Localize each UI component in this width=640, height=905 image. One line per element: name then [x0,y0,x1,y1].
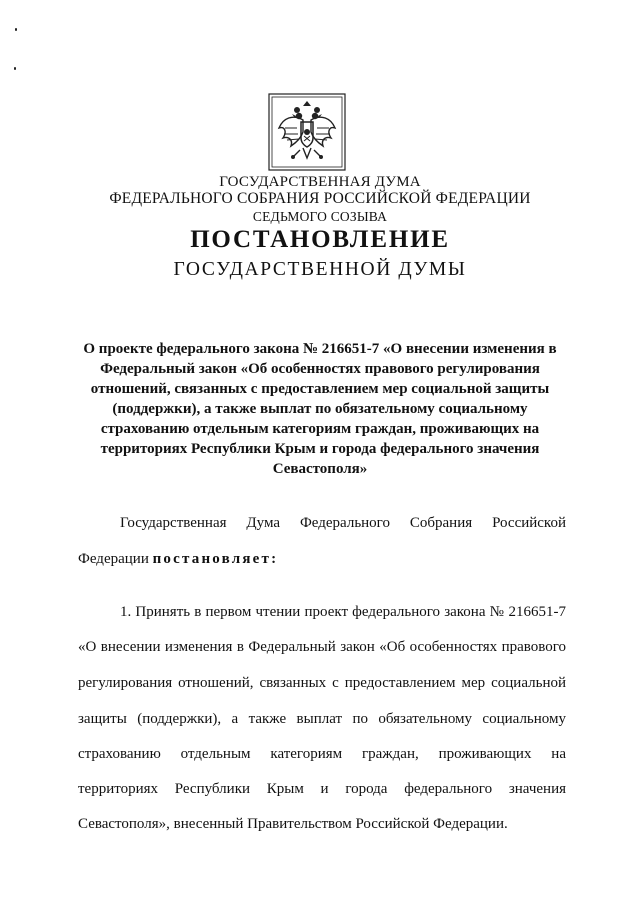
preamble-text: Федерации [78,551,153,567]
document-subject [60,339,580,479]
subject-line: Севастополя» [272,461,368,477]
scan-speck [14,67,16,70]
item-1-line: 1. Принять в первом чтении проект федерального закона № 216651-7 [120,604,566,620]
item-1-line: защиты (поддержки), а также выплат по обязательному социальному [78,711,566,727]
subject-line: территориях Республики Крым и города федерального значения [100,441,540,457]
org-name-line-2: ФЕДЕРАЛЬНОГО СОБРАНИЯ РОССИЙСКОЙ ФЕДЕРАЦИИ [109,190,531,207]
scan-speck [15,28,17,31]
subject-line: (поддержки), а также выплат по обязательному социальному [112,401,528,417]
subject-line: О проекте федерального закона № 216651-7 «О внесении изменения в [83,341,557,357]
item-1-line: Севастополя», внесенный Правительством Российской Федерации. [78,816,508,832]
subject-line: Федеральный закон «Об особенностях правового регулирования [100,361,540,377]
subject-line: страхованию отдельным категориям граждан, проживающих на [100,421,540,437]
subject-line: отношений, связанных с предоставлением мер социальной защиты [90,381,550,397]
resolves-word: постановляет: [152,551,279,567]
item-1-line: территориях Республики Крым и города федерального значения [78,781,566,797]
org-name-line-1: ГОСУДАРСТВЕННАЯ ДУМА [219,174,421,190]
item-1-line: страхованию отдельным категориям граждан, проживающих на [78,746,566,762]
item-1-line: «О внесении изменения в Федеральный закон «Об особенностях правового [78,639,566,655]
document-title: ПОСТАНОВЛЕНИЕ [190,226,450,253]
document-subtitle: ГОСУДАРСТВЕННОЙ ДУМЫ [173,259,467,280]
preamble-line: Государственная Дума Федерального Собрания Российской [120,515,566,531]
convocation-line: СЕДЬМОГО СОЗЫВА [252,209,388,224]
state-emblem-icon [267,92,347,172]
item-1-line: регулирования отношений, связанных с предоставлением мер социальной [78,675,566,691]
preamble-line [78,550,566,568]
